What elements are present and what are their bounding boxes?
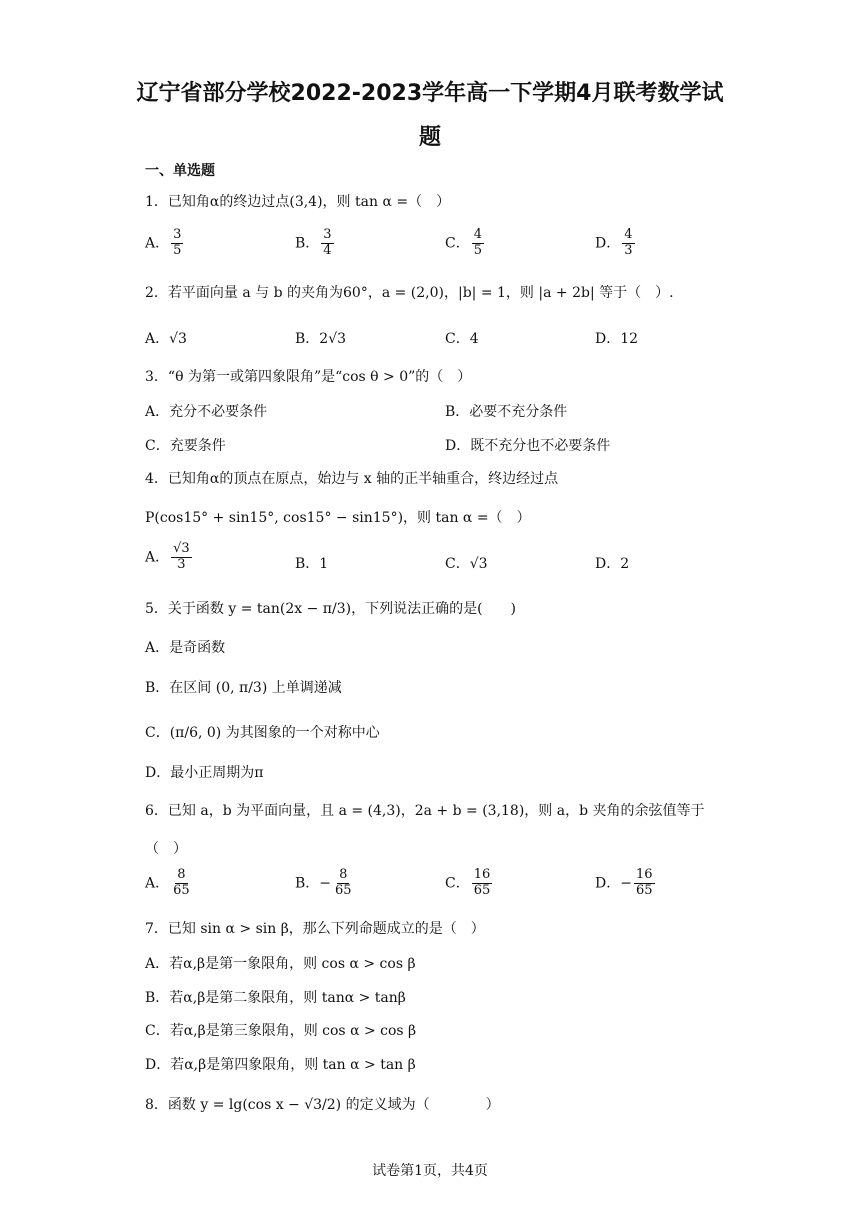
q2-option-d: D．12 [595,331,639,347]
q5-option-a: A．是奇函数 [145,640,226,656]
q4-option-c: C．√3 [445,556,488,572]
q5-option-b: B．在区间 (0, π/3) 上单调递减 [145,680,342,696]
q3-option-c: C．充要条件 [145,438,226,454]
q2-option-c: C．4 [445,331,479,347]
page-footer: 试卷第1页，共4页 [372,1163,488,1179]
q4-option-a: A． $\frac{√3}{3}$ [145,541,190,572]
q7-option-a: A．若α,β是第一象限角，则 cos α > cos β [145,956,416,972]
q7-option-d: D．若α,β是第四象限角，则 tan α > tan β [145,1057,416,1073]
q7-option-c: C．若α,β是第三象限角，则 cos α > cos β [145,1023,417,1039]
question-3: 3．“θ 为第一或第四象限角”是“cos θ > 0”的（ ） [145,369,472,385]
question-8: 8．函数 y = lg(cos x − √3/2) 的定义域为（ ） [145,1097,500,1113]
q6-option-c: C． $\frac{16}{65}$ [445,867,491,898]
q4-option-b: B．1 [295,556,329,572]
q3-option-a: A．充分不必要条件 [145,404,268,420]
q7-option-b: B．若α,β是第二象限角，则 tanα > tanβ [145,990,406,1006]
q1-option-b: B． $\frac{3}{4}$ [295,227,332,258]
question-4: 4．已知角α的顶点在原点，始边与 x 轴的正半轴重合，终边经过点 [145,471,559,487]
q6-option-d: D．− $\frac{16}{65}$ [595,867,653,898]
question-4-point: P(cos15° + sin15°, cos15° − sin15°)，则 tan α =（ ） [145,510,531,526]
q1-option-d: D． $\frac{4}{3}$ [595,227,633,258]
section-heading: 一、单选题 [145,163,215,179]
question-2: 2．若平面向量 a 与 b 的夹角为60°，a = (2,0)，|b| = 1，则 |a + 2b| 等于（ ）. [145,285,674,301]
q5-option-c: C．(π/6, 0) 为其图象的一个对称中心 [145,725,380,741]
q1-option-a: A． $\frac{3}{5}$ [145,227,182,258]
question-6-bracket: （ ） [145,841,187,857]
q3-option-d: D．既不充分也不必要条件 [445,438,611,454]
document-title: 辽宁省部分学校2022-2023学年高一下学期4月联考数学试 [136,81,724,106]
question-6: 6．已知 a，b 为平面向量，且 a = (4,3)，2a + b = (3,18)，则 a，b 夹角的余弦值等于 [145,803,705,819]
q6-option-b: B．− $\frac{8}{65}$ [295,867,352,898]
q1-option-c: C． $\frac{4}{5}$ [445,227,482,258]
document-title-continued: 题 [418,125,441,150]
q2-option-b: B．2√3 [295,331,347,347]
q4-option-d: D．2 [595,556,630,572]
q6-option-a: A． $\frac{8}{65}$ [145,867,190,898]
q2-option-a: A．√3 [145,331,187,347]
question-7: 7．已知 sin α > sin β，那么下列命题成立的是（ ） [145,921,485,937]
question-5: 5．关于函数 y = tan(2x − π/3)，下列说法正确的是( ) [145,601,516,617]
q3-option-b: B．必要不充分条件 [445,404,568,420]
q5-option-d: D．最小正周期为π [145,765,264,781]
question-1: 1．已知角α的终边过点(3,4)，则 tan α =（ ） [145,194,451,210]
